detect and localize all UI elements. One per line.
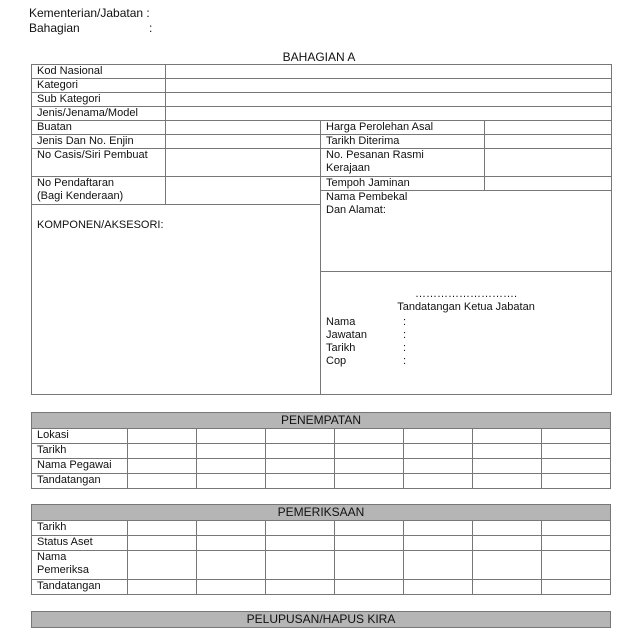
table-row bbox=[32, 459, 611, 474]
signature-field: Cop : bbox=[326, 355, 407, 367]
table-row bbox=[32, 536, 611, 551]
row-label: Tandatangan bbox=[32, 580, 128, 595]
row-label: Tarikh bbox=[32, 444, 128, 459]
row-label: Nama Pemeriksa bbox=[32, 551, 128, 580]
table-row bbox=[32, 429, 611, 444]
penempatan-table bbox=[31, 412, 611, 489]
row-label: Tandatangan bbox=[32, 474, 128, 489]
pelupusan-table bbox=[31, 611, 611, 628]
division-line bbox=[29, 21, 152, 35]
signature-block bbox=[321, 272, 612, 395]
division-separator: : bbox=[149, 21, 153, 35]
field-value bbox=[166, 135, 321, 149]
table-row bbox=[32, 93, 612, 107]
table-row bbox=[32, 149, 612, 177]
signature-field: Tarikh : bbox=[326, 342, 407, 354]
supplier-cell: Nama Pembekal Dan Alamat: bbox=[321, 191, 612, 272]
row-label: Lokasi bbox=[32, 429, 128, 444]
table-row bbox=[32, 444, 611, 459]
table-row bbox=[32, 177, 612, 191]
field-value bbox=[485, 121, 612, 135]
signature-dots: ………………………. bbox=[414, 288, 518, 300]
table-row bbox=[32, 474, 611, 489]
table-row bbox=[32, 135, 612, 149]
section-a-title: BAHAGIAN A bbox=[282, 50, 356, 64]
field-label: Sub Kategori bbox=[32, 93, 166, 107]
field-label: No. Pesanan Rasmi Kerajaan bbox=[321, 149, 485, 177]
ministry-line bbox=[29, 6, 149, 20]
field-value bbox=[166, 65, 612, 79]
table-row bbox=[32, 521, 611, 536]
ministry-label: Kementerian/Jabatan : bbox=[29, 6, 150, 20]
field-value bbox=[166, 121, 321, 135]
field-value bbox=[485, 135, 612, 149]
field-label: Kod Nasional bbox=[32, 65, 166, 79]
division-label: Bahagian bbox=[29, 21, 80, 35]
table-row bbox=[32, 65, 612, 79]
table-row bbox=[32, 107, 612, 121]
pelupusan-title: PELUPUSAN/HAPUS KIRA bbox=[32, 612, 611, 628]
signature-field: Nama : bbox=[326, 316, 407, 328]
table-row bbox=[32, 79, 612, 93]
row-label: Status Aset bbox=[32, 536, 128, 551]
field-label: Jenis Dan No. Enjin bbox=[32, 135, 166, 149]
field-label: Buatan bbox=[32, 121, 166, 135]
field-value bbox=[166, 149, 321, 177]
field-label: Harga Perolehan Asal bbox=[321, 121, 485, 135]
pemeriksaan-title: PEMERIKSAAN bbox=[32, 505, 611, 521]
field-label: Jenis/Jenama/Model bbox=[32, 107, 166, 121]
field-value bbox=[166, 93, 612, 107]
field-label: Tempoh Jaminan bbox=[321, 177, 485, 191]
row-label: Nama Pegawai bbox=[32, 459, 128, 474]
field-label: No Casis/Siri Pembuat bbox=[32, 149, 166, 177]
table-row bbox=[32, 121, 612, 135]
table-row bbox=[32, 551, 611, 580]
field-value bbox=[166, 177, 321, 205]
field-value bbox=[485, 149, 612, 177]
components-cell: KOMPONEN/AKSESORI: bbox=[32, 205, 321, 395]
field-label: Kategori bbox=[32, 79, 166, 93]
field-value bbox=[166, 107, 612, 121]
field-value bbox=[485, 177, 612, 191]
penempatan-title: PENEMPATAN bbox=[32, 413, 611, 429]
signature-caption: Tandatangan Ketua Jabatan bbox=[397, 301, 535, 313]
pemeriksaan-table bbox=[31, 504, 611, 595]
field-value bbox=[166, 79, 612, 93]
field-label: Tarikh Diterima bbox=[321, 135, 485, 149]
field-label: No Pendaftaran (Bagi Kenderaan) bbox=[32, 177, 166, 205]
table-row bbox=[32, 580, 611, 595]
row-label: Tarikh bbox=[32, 521, 128, 536]
signature-field: Jawatan : bbox=[326, 329, 407, 341]
section-a-table bbox=[31, 64, 612, 395]
